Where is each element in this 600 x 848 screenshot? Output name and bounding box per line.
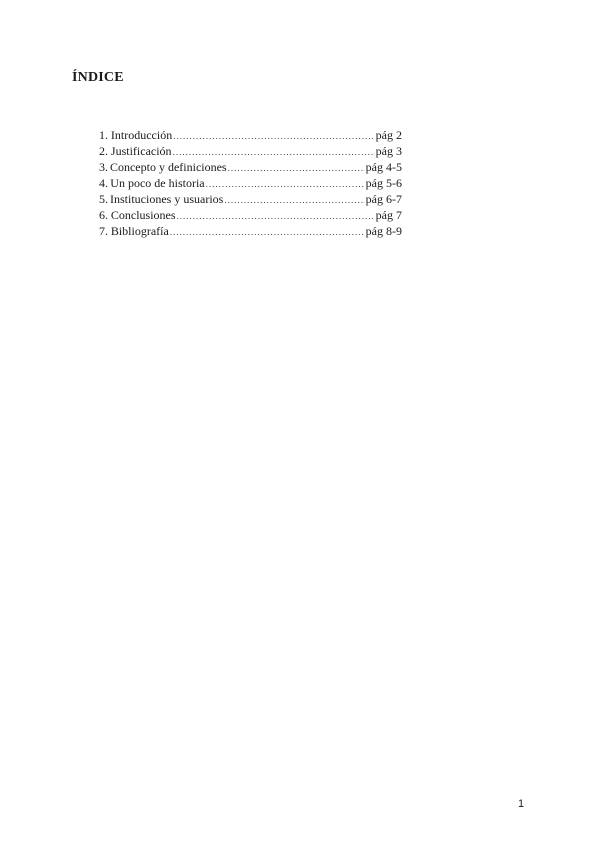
toc-entry-number: 7. (99, 224, 108, 238)
toc-entry-page: pág 8-9 (365, 224, 402, 238)
toc-entry-number: 1. (99, 128, 108, 142)
toc-entry-title: Conclusiones (110, 208, 176, 222)
toc-entry-conclusiones (88, 207, 418, 223)
toc-entry-number: 4. (99, 176, 108, 190)
toc-dot-leader (173, 128, 374, 144)
toc-entry-justificacion (88, 143, 418, 159)
toc-entry-historia (88, 175, 418, 191)
toc-entry-number: 3. (99, 160, 108, 174)
page-title: ÍNDICE (72, 70, 124, 85)
toc-entry-number: 6. (99, 208, 108, 222)
table-of-contents (88, 127, 418, 239)
toc-dot-leader (224, 192, 364, 208)
toc-entry-introduccion (88, 127, 418, 143)
toc-dot-leader (177, 208, 375, 224)
toc-dot-leader (173, 144, 375, 160)
toc-dot-leader (170, 224, 365, 240)
toc-entry-title: Justificación (110, 144, 172, 158)
toc-entry-title: Instituciones y usuarios (110, 192, 224, 206)
toc-entry-page: pág 4-5 (365, 160, 402, 174)
toc-entry-title: Un poco de historia (110, 176, 205, 190)
toc-dot-leader (228, 160, 365, 176)
toc-dot-leader (206, 176, 365, 192)
toc-entry-page: pág 2 (375, 128, 402, 142)
toc-entry-page: pág 3 (375, 144, 402, 158)
toc-entry-title: Bibliografía (110, 224, 169, 238)
toc-entry-bibliografia (88, 223, 418, 239)
toc-entry-concepto (88, 159, 418, 175)
toc-entry-number: 5. (99, 192, 108, 206)
toc-entry-instituciones (88, 191, 418, 207)
toc-entry-title: Introducción (110, 128, 173, 142)
toc-entry-page: pág 7 (375, 208, 402, 222)
toc-entry-title: Concepto y definiciones (109, 160, 227, 174)
toc-entry-number: 2. (99, 144, 108, 158)
toc-entry-page: pág 6-7 (365, 192, 402, 206)
page-number: 1 (518, 798, 525, 810)
toc-entry-page: pág 5-6 (365, 176, 402, 190)
